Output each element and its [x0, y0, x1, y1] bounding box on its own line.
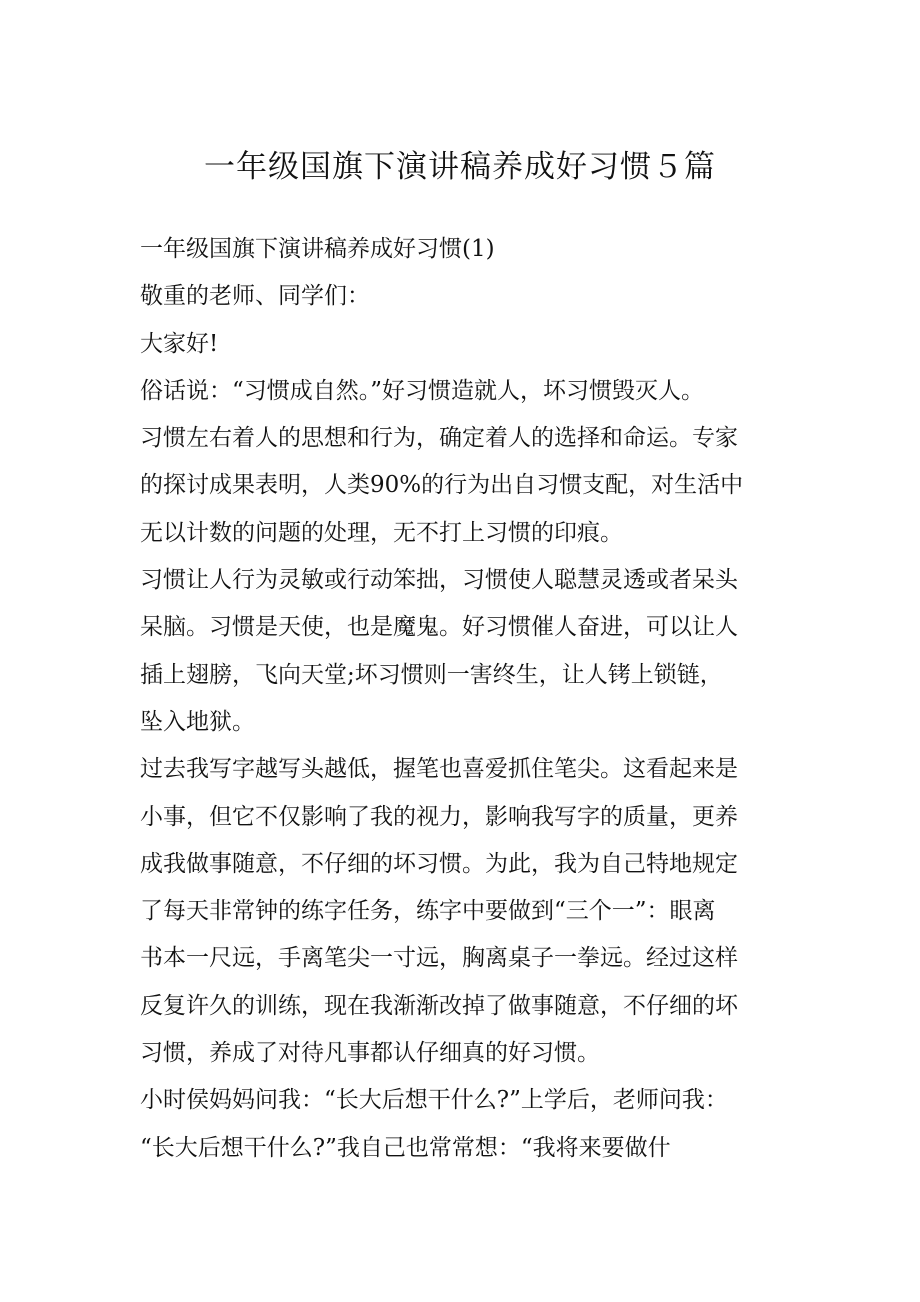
text-line: 了每天非常钟的练字任务，练字中要做到“三个一”：眼离	[140, 898, 716, 925]
text-line: 插上翅膀，飞向天堂;坏习惯则一害终生，让人铐上锁链，	[140, 661, 723, 688]
text-line: 坠入地狱。	[140, 708, 255, 735]
text-line: 习惯，养成了对待凡事都认仔细真的好习惯。	[140, 1040, 600, 1067]
text-line: 小时侯妈妈问我：“长大后想干什么?”上学后，老师问我：	[140, 1087, 728, 1114]
text-line-heading: 一年级国旗下演讲稿养成好习惯(1)	[140, 236, 495, 262]
text-line: 呆脑。习惯是天使，也是魔鬼。好习惯催人奋进，可以让人	[140, 614, 738, 641]
text-line-greeting: 大家好!	[140, 330, 219, 357]
text-line: 过去我写字越写头越低，握笔也喜爱抓住笔尖。这看起来是	[140, 756, 738, 783]
document-body	[140, 226, 800, 1172]
text-line: 俗话说：“习惯成自然。”好习惯造就人，坏习惯毁灭人。	[140, 377, 705, 404]
text-line: 习惯让人行为灵敏或行动笨拙，习惯使人聪慧灵透或者呆头	[140, 567, 738, 594]
text-line: 的探讨成果表明，人类90%的行为出自习惯支配，对生活中	[140, 472, 744, 499]
text-line: “长大后想干什么?”我自己也常常想：“我将来要做什	[140, 1134, 671, 1161]
text-line: 习惯左右着人的思想和行为，确定着人的选择和命运。专家	[140, 425, 738, 452]
text-line: 无以计数的问题的处理，无不打上习惯的印痕。	[140, 519, 623, 546]
text-line: 反复许久的训练，现在我渐渐改掉了做事随意，不仔细的坏	[140, 992, 738, 1019]
text-line: 成我做事随意，不仔细的坏习惯。为此，我为自己特地规定	[140, 850, 738, 877]
text-line-salutation: 敬重的老师、同学们：	[140, 283, 370, 310]
text-line: 书本一尺远，手离笔尖一寸远，胸离桌子一拳远。经过这样	[140, 945, 738, 972]
document-title: 一年级国旗下演讲稿养成好习惯５篇	[204, 149, 716, 185]
text-line: 小事，但它不仅影响了我的视力，影响我写字的质量，更养	[140, 803, 738, 830]
